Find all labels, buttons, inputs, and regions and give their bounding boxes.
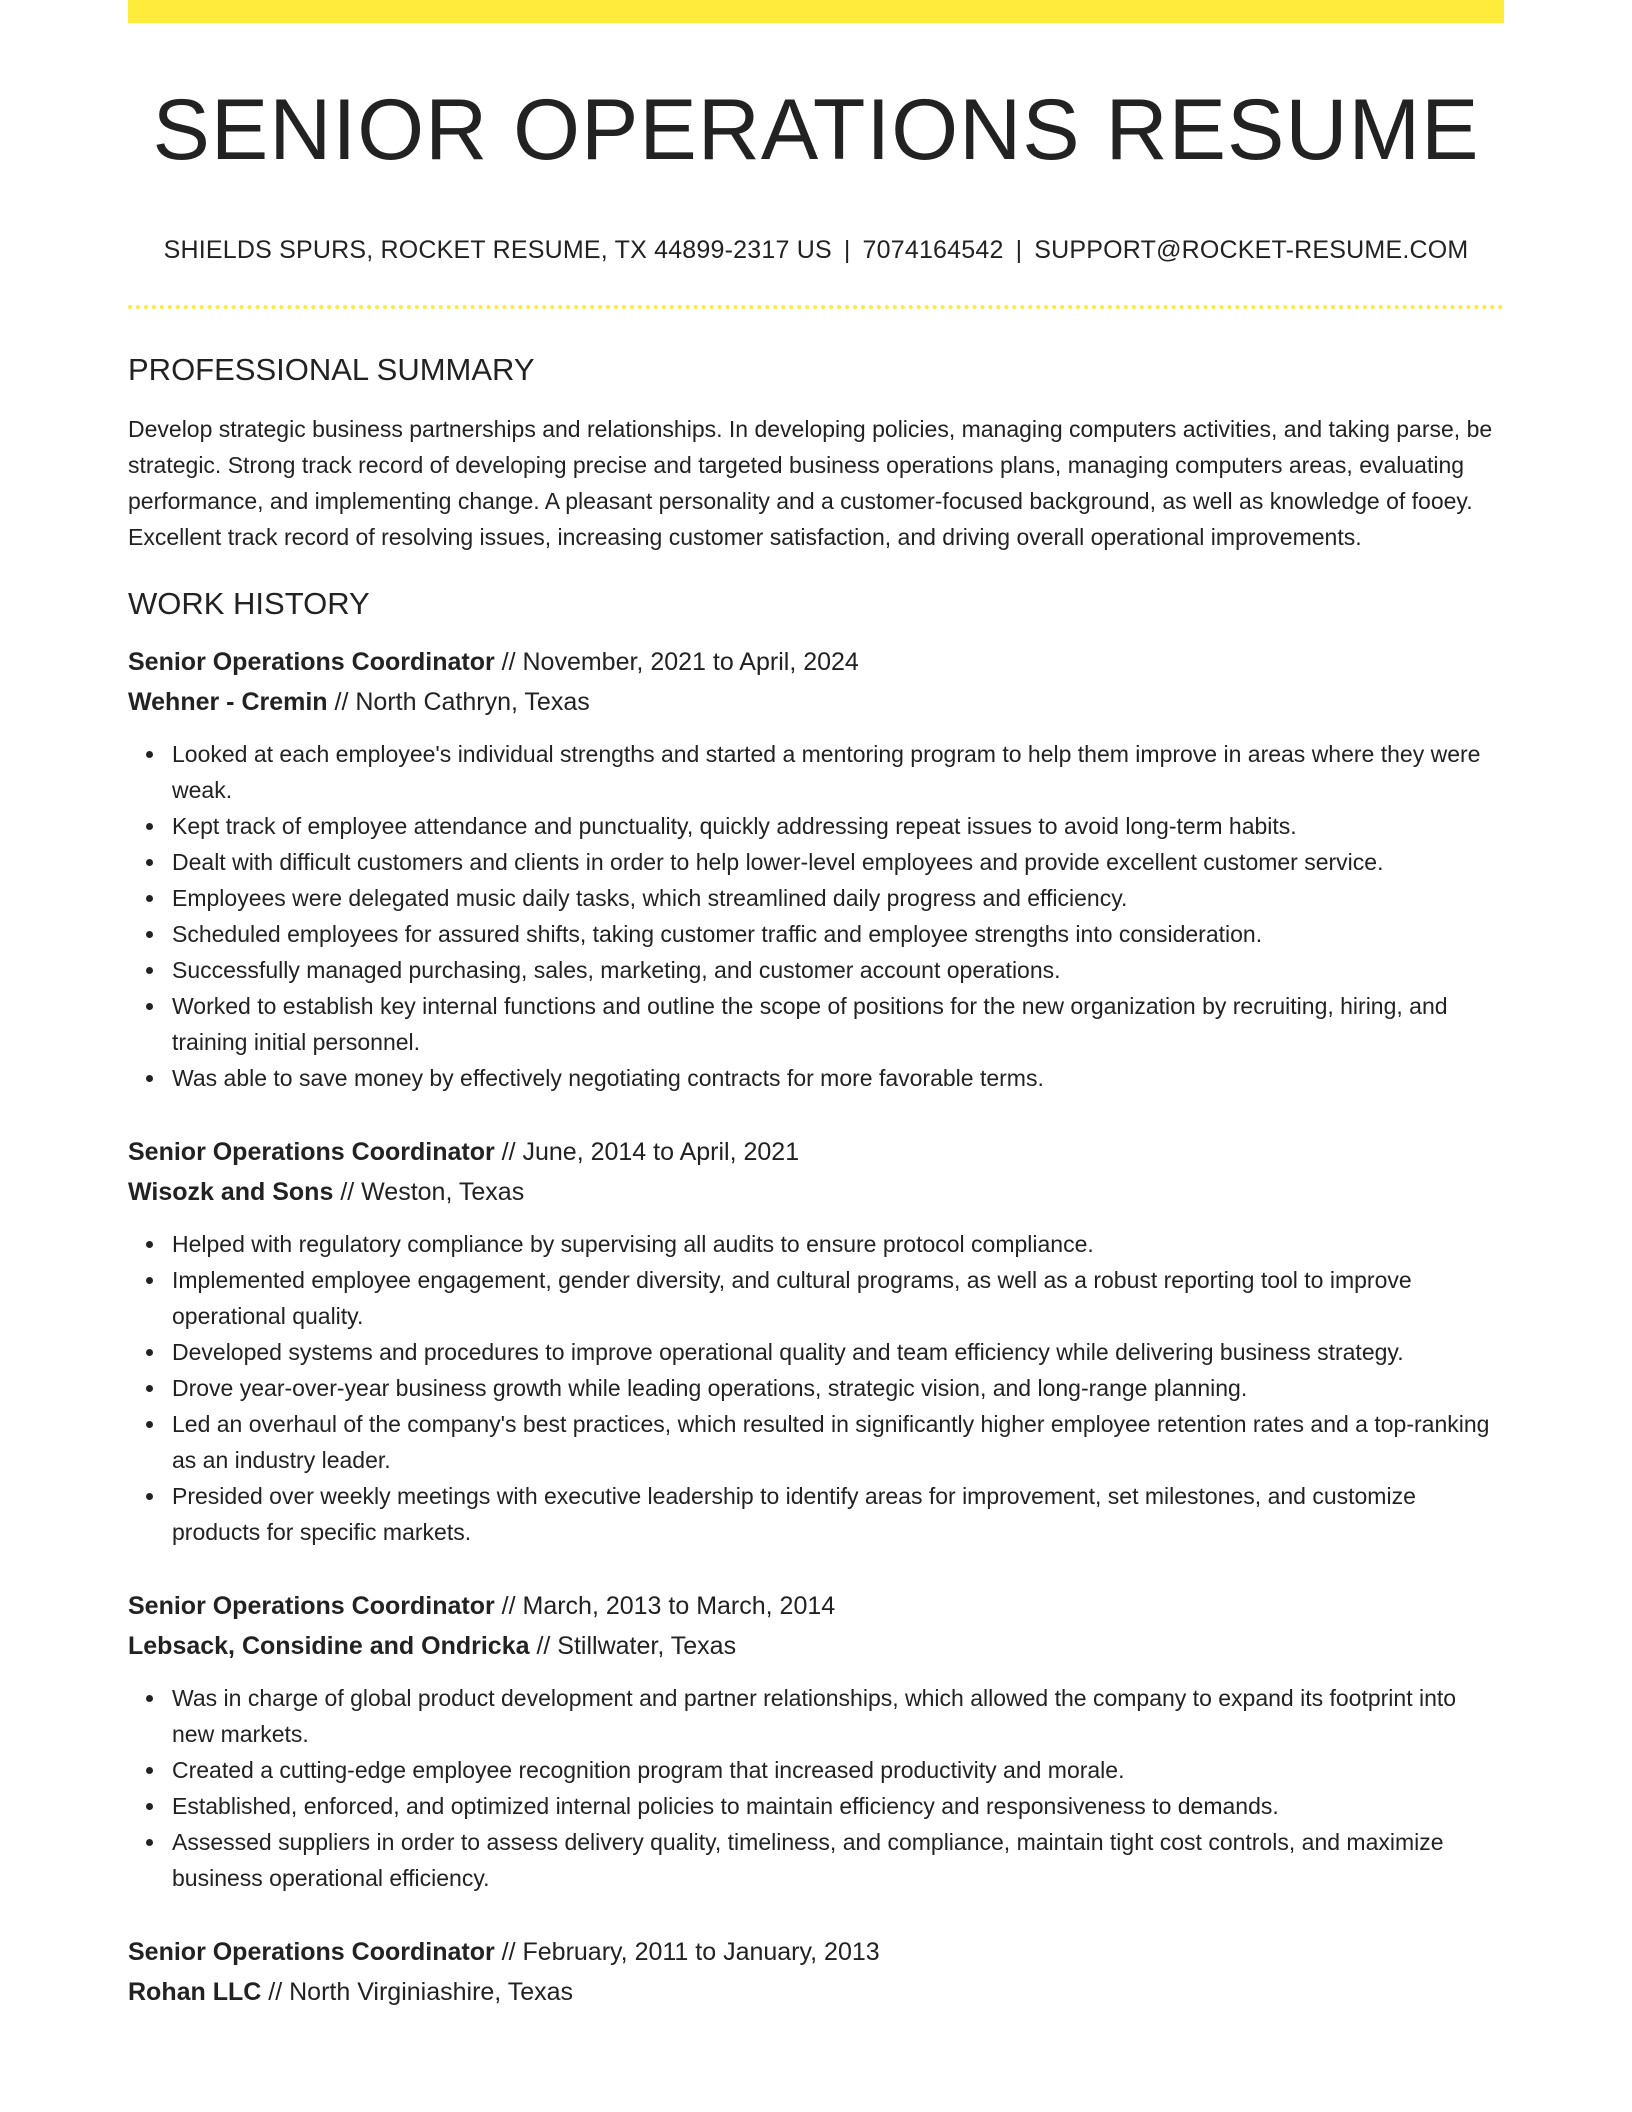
job-bullet: Implemented employee engagement, gender diversity, and cultural programs, as well as a robust reporting tool to improve operational quality. bbox=[128, 1262, 1504, 1334]
job-bullet-list bbox=[128, 1680, 1504, 1896]
job-bullet-list bbox=[128, 736, 1504, 1096]
job-title: Senior Operations Coordinator bbox=[128, 1938, 495, 1967]
job-dates: // June, 2014 to April, 2021 bbox=[501, 1138, 800, 1167]
job-entry bbox=[128, 1132, 1504, 1550]
job-company-line bbox=[128, 682, 1504, 722]
job-title-line bbox=[128, 1132, 1504, 1172]
contact-phone: 7074164542 bbox=[862, 236, 1004, 264]
job-bullet: Developed systems and procedures to improve operational quality and team efficiency while delivering business strategy. bbox=[128, 1334, 1504, 1370]
job-location: // North Virginiashire, Texas bbox=[268, 1978, 574, 2007]
work-history-heading: WORK HISTORY bbox=[128, 586, 370, 622]
job-entry bbox=[128, 642, 1504, 1096]
job-bullet: Created a cutting-edge employee recognition program that increased productivity and morale. bbox=[128, 1752, 1504, 1788]
job-location: // North Cathryn, Texas bbox=[334, 688, 590, 717]
top-accent-bar bbox=[128, 0, 1504, 23]
work-history-list bbox=[128, 642, 1504, 2012]
job-title: Senior Operations Coordinator bbox=[128, 1138, 495, 1167]
resume-title: SENIOR OPERATIONS RESUME bbox=[152, 82, 1480, 178]
resume-page bbox=[128, 0, 1504, 2012]
job-bullet: Scheduled employees for assured shifts, taking customer traffic and employee strengths into consideration. bbox=[128, 916, 1504, 952]
job-company: Wehner - Cremin bbox=[128, 688, 328, 717]
job-location: // Stillwater, Texas bbox=[536, 1632, 737, 1661]
job-company-line bbox=[128, 1172, 1504, 1212]
job-bullet: Was able to save money by effectively negotiating contracts for more favorable terms. bbox=[128, 1060, 1504, 1096]
summary-text: Develop strategic business partnerships and relationships. In developing policies, managing computers activities, and taking parse, be strategic. Strong track record of developing precise and targeted business operations plans, managing computers areas, evaluating performance, and implementing change. A pleasant personality and a customer-focused background, as well as knowledge of fooey. Excellent track record of resolving issues, increasing customer satisfaction, and driving overall operational improvements. bbox=[128, 416, 1493, 551]
job-bullet: Assessed suppliers in order to assess delivery quality, timeliness, and compliance, maintain tight cost controls, and maximize business operational efficiency. bbox=[128, 1824, 1504, 1896]
job-dates: // February, 2011 to January, 2013 bbox=[501, 1938, 880, 1967]
contact-separator: | bbox=[843, 236, 851, 264]
job-company: Wisozk and Sons bbox=[128, 1178, 334, 1207]
job-title: Senior Operations Coordinator bbox=[128, 1592, 495, 1621]
job-company-line bbox=[128, 1626, 1504, 1666]
contact-address: SHIELDS SPURS, ROCKET RESUME, TX 44899-2317 US bbox=[163, 236, 832, 264]
job-bullet: Was in charge of global product development and partner relationships, which allowed the company to expand its footprint into new markets. bbox=[128, 1680, 1504, 1752]
job-dates: // November, 2021 to April, 2024 bbox=[501, 648, 859, 677]
job-entry bbox=[128, 1586, 1504, 1896]
job-location: // Weston, Texas bbox=[340, 1178, 525, 1207]
job-title: Senior Operations Coordinator bbox=[128, 648, 495, 677]
job-bullet: Looked at each employee's individual strengths and started a mentoring program to help them improve in areas where they were weak. bbox=[128, 736, 1504, 808]
job-bullet: Employees were delegated music daily tasks, which streamlined daily progress and efficiency. bbox=[128, 880, 1504, 916]
job-bullet: Worked to establish key internal functions and outline the scope of positions for the new organization by recruiting, hiring, and training initial personnel. bbox=[128, 988, 1504, 1060]
job-bullet: Dealt with difficult customers and clients in order to help lower-level employees and provide excellent customer service. bbox=[128, 844, 1504, 880]
job-company: Lebsack, Considine and Ondricka bbox=[128, 1632, 530, 1661]
job-title-line bbox=[128, 1932, 1504, 1972]
job-bullet: Helped with regulatory compliance by supervising all audits to ensure protocol compliance. bbox=[128, 1226, 1504, 1262]
contact-separator: | bbox=[1015, 236, 1023, 264]
job-entry bbox=[128, 1932, 1504, 2012]
job-bullet: Kept track of employee attendance and punctuality, quickly addressing repeat issues to avoid long-term habits. bbox=[128, 808, 1504, 844]
job-bullet-list bbox=[128, 1226, 1504, 1550]
job-dates: // March, 2013 to March, 2014 bbox=[501, 1592, 836, 1621]
job-bullet: Established, enforced, and optimized internal policies to maintain efficiency and responsiveness to demands. bbox=[128, 1788, 1504, 1824]
contact-line bbox=[128, 235, 1504, 265]
summary-heading: PROFESSIONAL SUMMARY bbox=[128, 352, 535, 387]
job-company: Rohan LLC bbox=[128, 1978, 262, 2007]
job-bullet: Successfully managed purchasing, sales, marketing, and customer account operations. bbox=[128, 952, 1504, 988]
job-bullet: Presided over weekly meetings with executive leadership to identify areas for improvement, set milestones, and customize products for specific markets. bbox=[128, 1478, 1504, 1550]
contact-email: SUPPORT@ROCKET-RESUME.COM bbox=[1034, 236, 1469, 264]
job-bullet: Drove year-over-year business growth while leading operations, strategic vision, and long-range planning. bbox=[128, 1370, 1504, 1406]
job-title-line bbox=[128, 1586, 1504, 1626]
job-company-line bbox=[128, 1972, 1504, 2012]
job-bullet: Led an overhaul of the company's best practices, which resulted in significantly higher employee retention rates and a top-ranking as an industry leader. bbox=[128, 1406, 1504, 1478]
job-title-line bbox=[128, 642, 1504, 682]
header-divider bbox=[128, 305, 1504, 309]
